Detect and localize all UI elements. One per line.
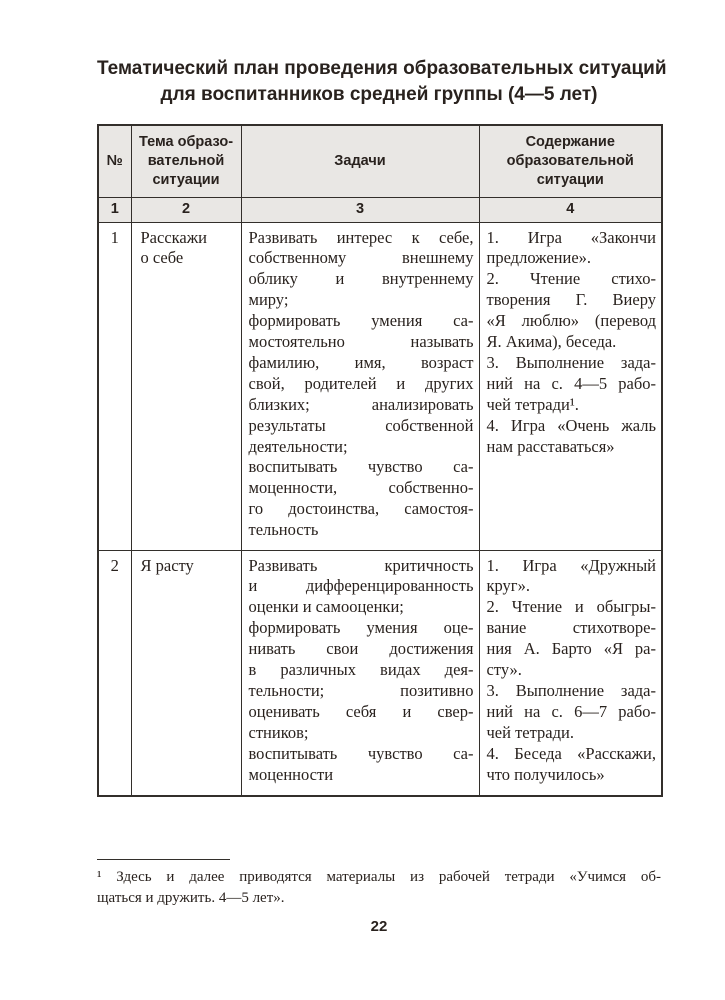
tasks-cell: Развивать интерес к себе, собственному внешнему облику и внутреннему миру; формировать умения са- мостоятельно называть фамилию, имя, возраст свой, родителей и других близких; анализировать результаты собственной деятельности; воспитывать чувство са- моценности, собственно- го достоинства, самостоя- тельность (241, 222, 479, 550)
page-number: 22 (370, 918, 388, 935)
column-numbering-row (98, 197, 662, 222)
content-cell: 1. Игра «Дружный круг». 2. Чтение и обыгры- вание стихотворе- ния А. Барто «Я ра- сту». 3. Выполнение зада- ний на с. 6—7 рабо- чей тетради. 4. Беседа «Расскажи, что получилось» (479, 550, 662, 796)
page-title: Тематический план проведения образовательных ситуаций для воспитанников средней группы (4—5 лет) (97, 58, 667, 105)
tasks-cell: Развивать критичность и дифференцированность оценки и самооценки; формировать умения оце- нивать свои достижения в различных видах дея- тельности; позитивно оценивать себя и свер- стников; воспитывать чувство са- моценности (241, 550, 479, 796)
footnote-text: ¹ Здесь и далее приводятся материалы из рабочей тетради «Учимся об- щаться и дружить. 4—5 лет». (97, 869, 661, 906)
column-number-3: 3 (241, 197, 479, 222)
column-number-1: 1 (98, 197, 131, 222)
column-header-content: Содержание образовательной ситуации (479, 125, 662, 197)
page-content (97, 0, 667, 935)
table-row (98, 222, 662, 550)
topic-cell: Расскажи о себе (131, 222, 241, 550)
column-header-topic: Тема образо- вательной ситуации (131, 125, 241, 197)
column-number-2: 2 (131, 197, 241, 222)
column-header-number: № (98, 125, 131, 197)
topic-cell: Я расту (131, 550, 241, 796)
table-row (98, 550, 662, 796)
thematic-plan-table (97, 124, 663, 797)
footnote (97, 859, 661, 909)
column-number-4: 4 (479, 197, 662, 222)
footnote-divider (97, 859, 230, 860)
table-header-row (98, 125, 662, 197)
content-cell: 1. Игра «Закончи предложение». 2. Чтение стихо- творения Г. Виеру «Я люблю» (перевод Я. Акима), беседа. 3. Выполнение зада- ний на с. 4—5 рабо- чей тетради¹. 4. Игра «Очень жаль нам расставаться» (479, 222, 662, 550)
row-number-cell: 1 (98, 222, 131, 550)
column-header-tasks: Задачи (241, 125, 479, 197)
row-number-cell: 2 (98, 550, 131, 796)
